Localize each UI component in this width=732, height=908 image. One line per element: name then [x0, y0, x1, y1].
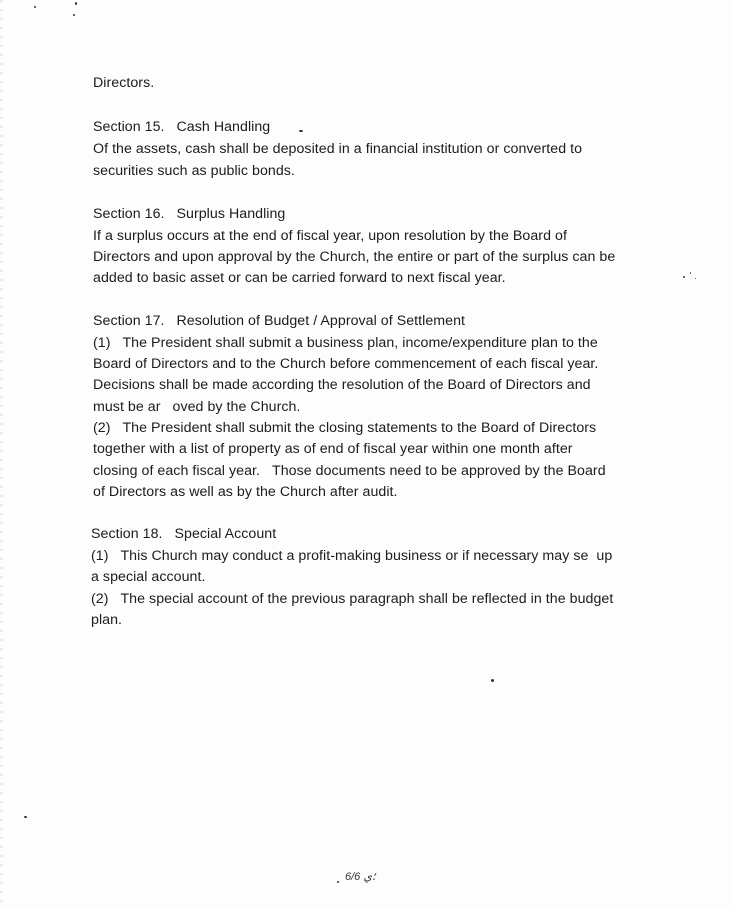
text-line: Directors and upon approval by the Church, the entire or part of the surplus can be	[93, 249, 616, 265]
text-line: securities such as public bonds.	[93, 163, 295, 179]
text-line: (1) The President shall submit a business plan, income/expenditure plan to the	[93, 335, 598, 351]
section-17-heading: Section 17. Resolution of Budget / Approval of Settlement	[93, 313, 466, 329]
section-16-heading: Section 16. Surplus Handling	[93, 206, 286, 222]
scan-speck	[73, 14, 75, 16]
text-line: Decisions shall be made according the resolution of the Board of Directors and	[93, 377, 591, 393]
scan-speck	[695, 278, 696, 279]
text-line: must be ar oved by the Church.	[93, 399, 301, 415]
text-line: (2) The President shall submit the closing statements to the Board of Directors	[93, 420, 597, 436]
scan-speck	[24, 816, 27, 818]
text-line: added to basic asset or can be carried forward to next fiscal year.	[93, 270, 506, 286]
scan-speck	[34, 6, 36, 8]
scan-edge-artifact	[0, 0, 3, 908]
page-number: ؛ي 6/6	[345, 871, 376, 883]
scan-speck	[683, 276, 685, 278]
scan-speck	[75, 2, 77, 5]
text-line: together with a list of property as of end of fiscal year within one month after	[93, 441, 573, 457]
text-line: If a surplus occurs at the end of fiscal year, upon resolution by the Board of	[93, 228, 567, 244]
text-line: (2) The special account of the previous paragraph shall be reflected in the budget	[91, 591, 614, 607]
scan-speck	[491, 679, 494, 682]
text-line: of Directors as well as by the Church after audit.	[93, 484, 398, 500]
text-line: a special account.	[91, 569, 206, 585]
text-line: closing of each fiscal year. Those documents need to be approved by the Board	[93, 463, 606, 479]
section-15-heading: Section 15. Cash Handling	[93, 119, 271, 135]
text-line: plan.	[91, 612, 123, 628]
text-line: Directors.	[93, 75, 155, 91]
section-18-heading: Section 18. Special Account	[91, 526, 277, 542]
text-line: (1) This Church may conduct a profit-making business or if necessary may se up	[91, 548, 613, 564]
text-line: Board of Directors and to the Church before commencement of each fiscal year.	[93, 356, 599, 372]
scan-speck	[337, 881, 339, 883]
text-line: Of the assets, cash shall be deposited in a financial institution or converted to	[93, 141, 583, 157]
scan-speck	[299, 130, 303, 132]
scan-speck	[690, 272, 691, 274]
